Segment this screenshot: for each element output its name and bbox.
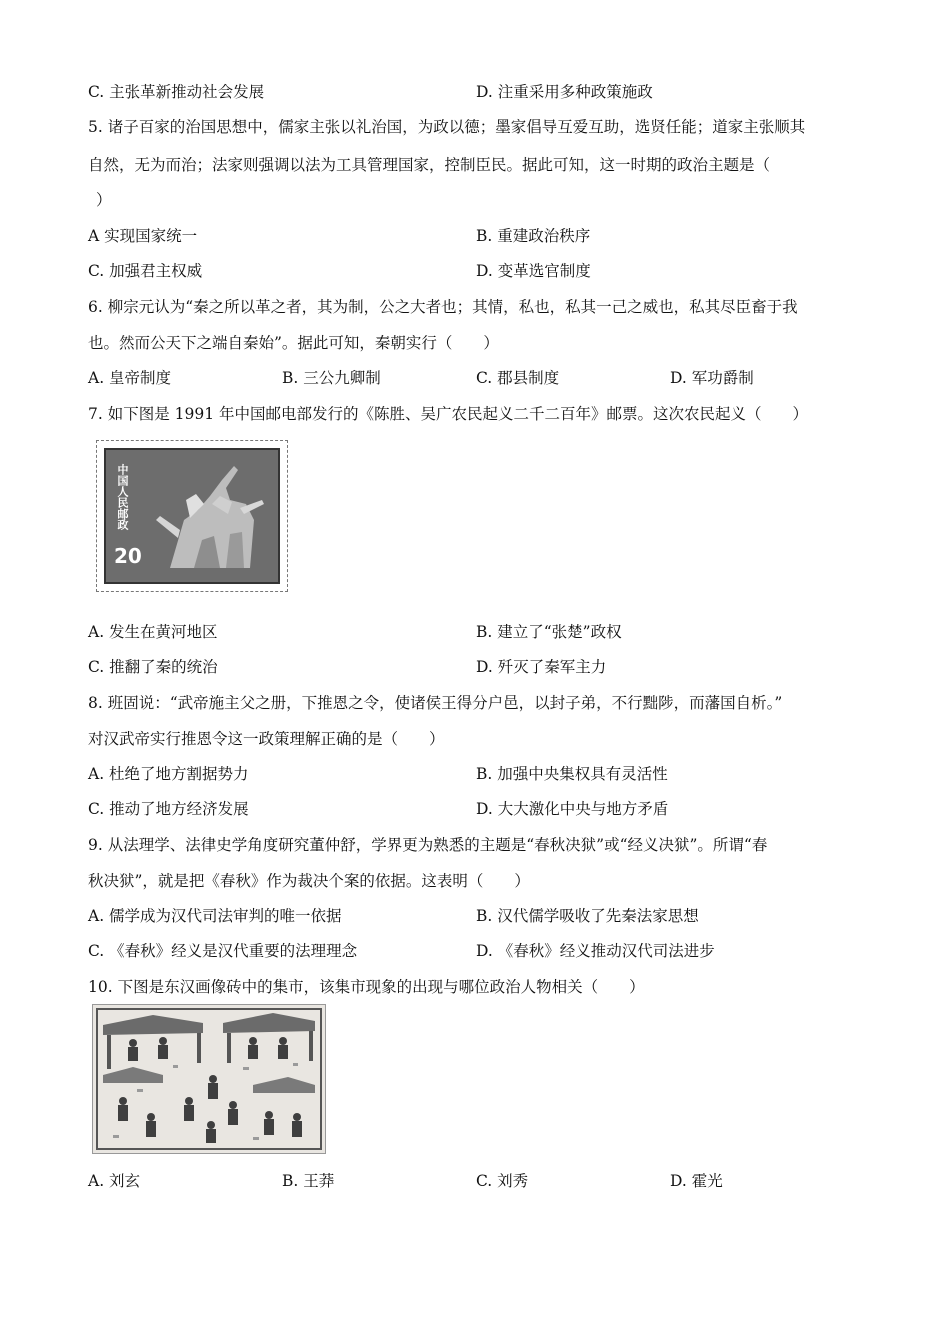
q7-option-b[interactable]: B. 建立了“张楚”政权	[476, 623, 622, 641]
q10-option-d[interactable]: D. 霍光	[670, 1172, 723, 1190]
q5-stem-line3: ）	[96, 191, 112, 209]
q8-option-a[interactable]: A. 杜绝了地方割据势力	[88, 765, 249, 783]
q10-option-b[interactable]: B. 王莽	[282, 1172, 335, 1190]
market-scene-icon	[93, 1005, 325, 1153]
market-brick-image	[92, 1004, 326, 1154]
q5-option-a[interactable]: A 实现国家统一	[88, 227, 198, 245]
q9-stem-line1: 9. 从法理学、法律史学角度研究董仲舒，学界更为熟悉的主题是“春秋决狱”或“经义决狱”。所谓“春	[88, 836, 768, 854]
q9-stem-line2: 秋决狱”，就是把《春秋》作为裁决个案的依据。这表明（ ）	[88, 872, 530, 890]
q8-stem-line2: 对汉武帝实行推恩令这一政策理解正确的是（ ）	[88, 730, 445, 748]
q8-option-b[interactable]: B. 加强中央集权具有灵活性	[476, 765, 668, 783]
stamp-denomination: 20	[114, 544, 142, 568]
q7-stem-line1: 7. 如下图是 1991 年中国邮电部发行的《陈胜、吴广农民起义二千二百年》邮票。这次农民起义（ ）	[88, 405, 809, 423]
q7-option-d[interactable]: D. 歼灭了秦军主力	[476, 658, 607, 676]
q10-option-a[interactable]: A. 刘玄	[88, 1172, 141, 1190]
sculpture-figures-icon	[150, 460, 270, 572]
q6-option-d[interactable]: D. 军功爵制	[670, 369, 754, 387]
stamp-image	[96, 440, 288, 592]
q5-option-d[interactable]: D. 变革选官制度	[476, 262, 591, 280]
q4-option-d[interactable]: D. 注重采用多种政策施政	[476, 83, 653, 101]
stamp-face	[104, 448, 280, 584]
q9-option-a[interactable]: A. 儒学成为汉代司法审判的唯一依据	[88, 907, 342, 925]
q6-stem-line2: 也。然而公天下之端自秦始”。据此可知，秦朝实行（ ）	[88, 334, 499, 352]
q10-option-c[interactable]: C. 刘秀	[476, 1172, 529, 1190]
q4-option-c[interactable]: C. 主张革新推动社会发展	[88, 83, 265, 101]
q9-option-d[interactable]: D. 《春秋》经义推动汉代司法进步	[476, 942, 715, 960]
q7-option-c[interactable]: C. 推翻了秦的统治	[88, 658, 218, 676]
q6-option-c[interactable]: C. 郡县制度	[476, 369, 560, 387]
q9-option-c[interactable]: C. 《春秋》经义是汉代重要的法理理念	[88, 942, 358, 960]
q6-stem-line1: 6. 柳宗元认为“秦之所以革之者，其为制，公之大者也；其情，私也，私其一己之威也，私其尽臣畜于我	[88, 298, 798, 316]
q5-stem-line1: 5. 诸子百家的治国思想中，儒家主张以礼治国，为政以德；墨家倡导互爱互助，选贤任能；道家主张顺其	[88, 118, 806, 136]
q7-option-a[interactable]: A. 发生在黄河地区	[88, 623, 218, 641]
q8-option-d[interactable]: D. 大大激化中央与地方矛盾	[476, 800, 669, 818]
q8-stem-line1: 8. 班固说：“武帝施主父之册，下推恩之令，使诸侯王得分户邑，以封子弟，不行黜陟，而藩国自析。”	[88, 694, 783, 712]
q10-stem-line1: 10. 下图是东汉画像砖中的集市，该集市现象的出现与哪位政治人物相关（ ）	[88, 978, 645, 996]
q5-option-c[interactable]: C. 加强君主权威	[88, 262, 203, 280]
q6-option-b[interactable]: B. 三公九卿制	[282, 369, 381, 387]
q5-stem-line2: 自然，无为而治；法家则强调以法为工具管理国家，控制臣民。据此可知，这一时期的政治主题是（	[88, 156, 771, 174]
q5-option-b[interactable]: B. 重建政治秩序	[476, 227, 591, 245]
stamp-title: 中国人民邮政	[116, 464, 129, 530]
q8-option-c[interactable]: C. 推动了地方经济发展	[88, 800, 249, 818]
q9-option-b[interactable]: B. 汉代儒学吸收了先秦法家思想	[476, 907, 699, 925]
q6-option-a[interactable]: A. 皇帝制度	[88, 369, 172, 387]
